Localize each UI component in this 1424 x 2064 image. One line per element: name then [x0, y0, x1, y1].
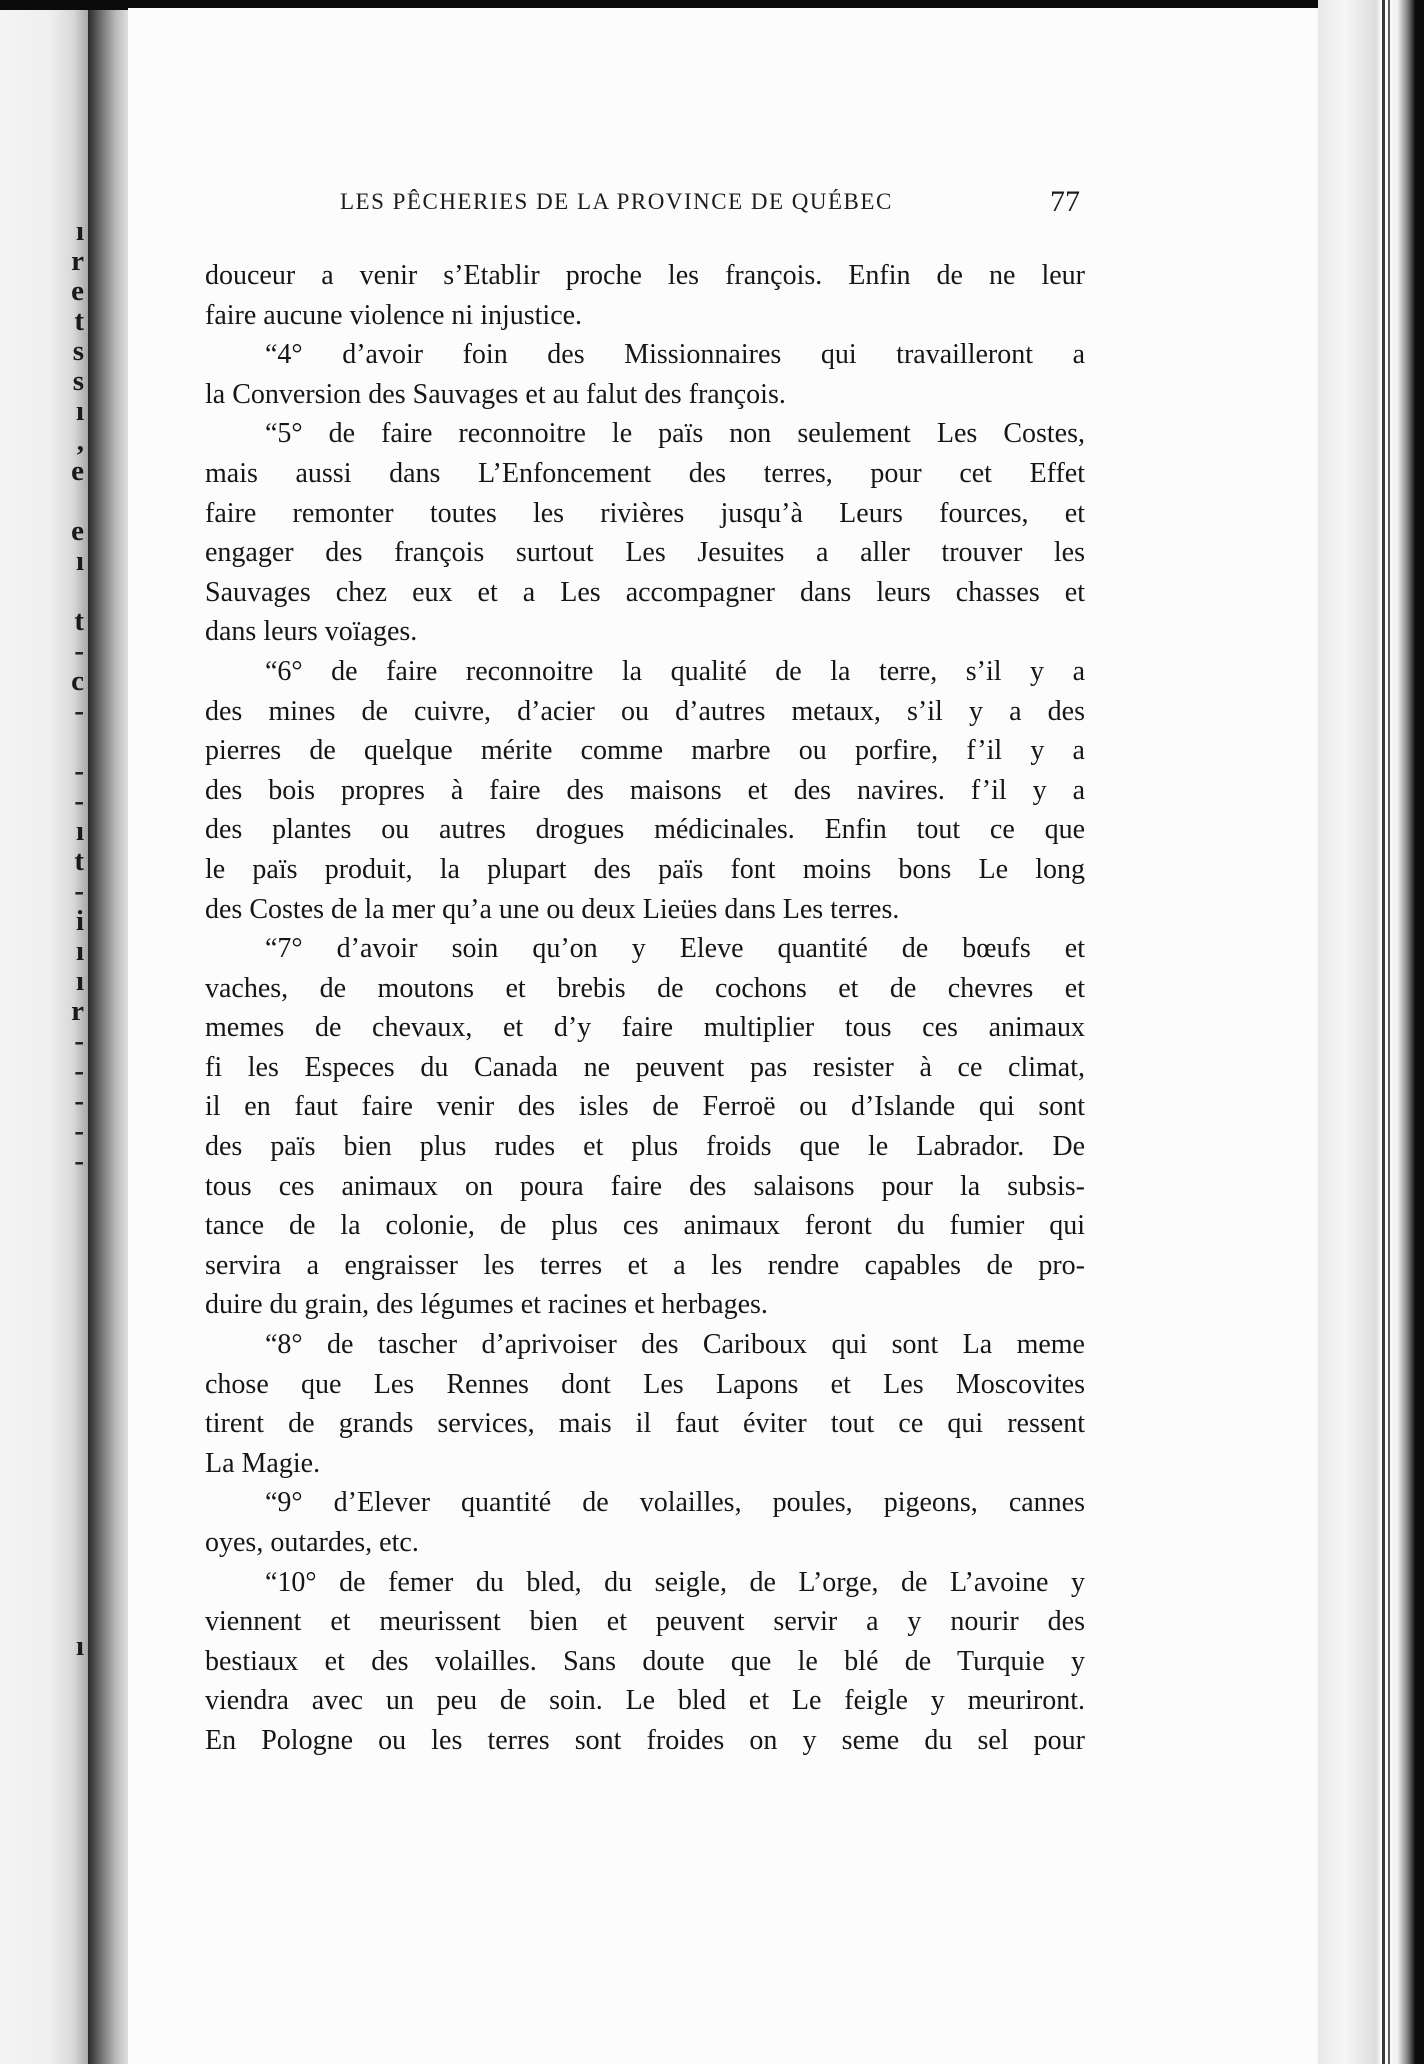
- text-line: “9° d’Elever quantité de volailles, poules, pigeons, cannes: [265, 1487, 1085, 1519]
- facing-page-letter: t: [74, 605, 84, 637]
- facing-page-letter: s: [72, 335, 84, 367]
- facing-page-letter: -: [74, 1145, 84, 1177]
- text-line: douceur a venir s’Etablir proche les françois. Enfin de ne leur: [205, 260, 1085, 291]
- text-line: bestiaux et des volailles. Sans doute que le blé de Turquie y: [205, 1645, 1085, 1677]
- facing-page-letter: -: [74, 695, 84, 727]
- book-gutter: [88, 10, 130, 2064]
- facing-page-letter: ı: [75, 815, 84, 847]
- page-number: 77: [1050, 185, 1080, 218]
- text-line: tance de la colonie, de plus ces animaux feront du fumier qui: [205, 1210, 1085, 1242]
- text-line: “5° de faire reconnoitre le païs non seulement Les Costes,: [265, 418, 1085, 450]
- facing-page-letter: c: [71, 665, 84, 697]
- text-line: le païs produit, la plupart des païs font moins bons Le long: [205, 853, 1085, 885]
- text-line: En Pologne ou les terres sont froides on y seme du sel pour: [205, 1724, 1085, 1756]
- facing-page-letter: r: [71, 245, 84, 277]
- text-line: Sauvages chez eux et a Les accompagner dans leurs chasses et: [205, 576, 1085, 608]
- running-head: LES PÊCHERIES DE LA PROVINCE DE QUÉBEC: [340, 189, 893, 214]
- facing-page-letter: -: [74, 1085, 84, 1117]
- facing-page-letter: ı: [75, 545, 84, 577]
- facing-page-letter: e: [71, 515, 84, 547]
- text-line: des mines de cuivre, d’acier ou d’autres metaux, s’il y a des: [205, 695, 1085, 727]
- text-line: il en faut faire venir des isles de Ferroë ou d’Islande qui sont: [205, 1091, 1085, 1123]
- facing-page-letter: s: [72, 365, 84, 397]
- text-line: faire remonter toutes les rivières jusqu’à Leurs fources, et: [205, 497, 1085, 529]
- text-line: des païs bien plus rudes et plus froids que le Labrador. De: [205, 1131, 1085, 1163]
- text-line: fi les Especes du Canada ne peuvent pas resister à ce climat,: [205, 1051, 1085, 1083]
- facing-page-letter: -: [74, 875, 84, 907]
- text-line: engager des françois surtout Les Jesuites a aller trouver les: [205, 537, 1085, 569]
- text-line: chose que Les Rennes dont Les Lapons et Les Moscovites: [205, 1368, 1085, 1400]
- text-line: La Magie.: [205, 1447, 321, 1479]
- facing-page-letter: -: [74, 1115, 84, 1147]
- page-stack-edge: [1318, 0, 1424, 2064]
- text-line: vaches, de moutons et brebis de cochons et de chevres et: [205, 972, 1085, 1004]
- facing-page-letter: -: [74, 755, 84, 787]
- text-line: mais aussi dans L’Enfoncement des terres, pour cet Effet: [205, 457, 1085, 489]
- facing-page-letter: ı: [75, 395, 84, 427]
- text-line: pierres de quelque mérite comme marbre ou porfire, f’il y a: [205, 735, 1085, 767]
- text-line: viendra avec un peu de soin. Le bled et Le feigle y meuriront.: [205, 1685, 1085, 1717]
- facing-page-edge: [0, 10, 92, 2064]
- text-line: “4° d’avoir foin des Missionnaires qui travailleront a: [265, 339, 1085, 371]
- facing-page-letter: ı: [75, 965, 84, 997]
- text-line: tous ces animaux on poura faire des salaisons pour la subsis-: [205, 1170, 1085, 1202]
- page-edge-line: [1388, 0, 1390, 2064]
- page-header: [205, 185, 1085, 225]
- text-line: servira a engraisser les terres et a les rendre capables de pro-: [205, 1249, 1085, 1281]
- facing-page-letter: -: [74, 1055, 84, 1087]
- text-line: des bois propres à faire des maisons et des navires. f’il y a: [205, 774, 1085, 806]
- facing-page-letter: ı: [75, 935, 84, 967]
- facing-page-letter: i: [75, 905, 84, 937]
- text-line: “7° d’avoir soin qu’on y Eleve quantité de bœufs et: [265, 933, 1085, 965]
- text-line: tirent de grands services, mais il faut éviter tout ce qui ressent: [205, 1408, 1085, 1440]
- text-line: “6° de faire reconnoitre la qualité de la terre, s’il y a: [265, 655, 1085, 687]
- facing-page-letter: e: [71, 455, 84, 487]
- facing-page-letter: ,: [76, 425, 84, 457]
- facing-page-letter: t: [74, 845, 84, 877]
- body-text: [205, 256, 1085, 1761]
- facing-page-letter: e: [71, 275, 84, 307]
- facing-page-letter: -: [74, 785, 84, 817]
- facing-page-letter: r: [71, 995, 84, 1027]
- facing-page-letter: -: [74, 635, 84, 667]
- facing-page-letter: ı: [75, 215, 84, 247]
- text-line: memes de chevaux, et d’y faire multiplier tous ces animaux: [205, 1012, 1085, 1044]
- text-line: “8° de tascher d’aprivoiser des Cariboux qui sont La meme: [265, 1329, 1085, 1361]
- text-line: viennent et meurissent bien et peuvent servir a y nourir des: [205, 1606, 1085, 1638]
- facing-page-letter: -: [74, 1025, 84, 1057]
- text-line: oyes, outardes, etc.: [205, 1527, 419, 1558]
- facing-page-letter: ı: [75, 1630, 84, 1662]
- text-line: la Conversion des Sauvages et au falut des françois.: [205, 378, 786, 410]
- text-line: “10° de femer du bled, du seigle, de L’orge, de L’avoine y: [265, 1566, 1085, 1598]
- text-line: dans leurs voïages.: [205, 616, 418, 648]
- text-line: duire du grain, des légumes et racines et herbages.: [205, 1289, 768, 1321]
- text-line: des plantes ou autres drogues médicinales. Enfin tout ce que: [205, 814, 1085, 846]
- text-line: des Costes de la mer qu’a une ou deux Lieües dans Les terres.: [205, 893, 900, 925]
- page-edge-line: [1382, 0, 1385, 2064]
- text-line: faire aucune violence ni injustice.: [205, 299, 583, 331]
- facing-page-letter: t: [74, 305, 84, 337]
